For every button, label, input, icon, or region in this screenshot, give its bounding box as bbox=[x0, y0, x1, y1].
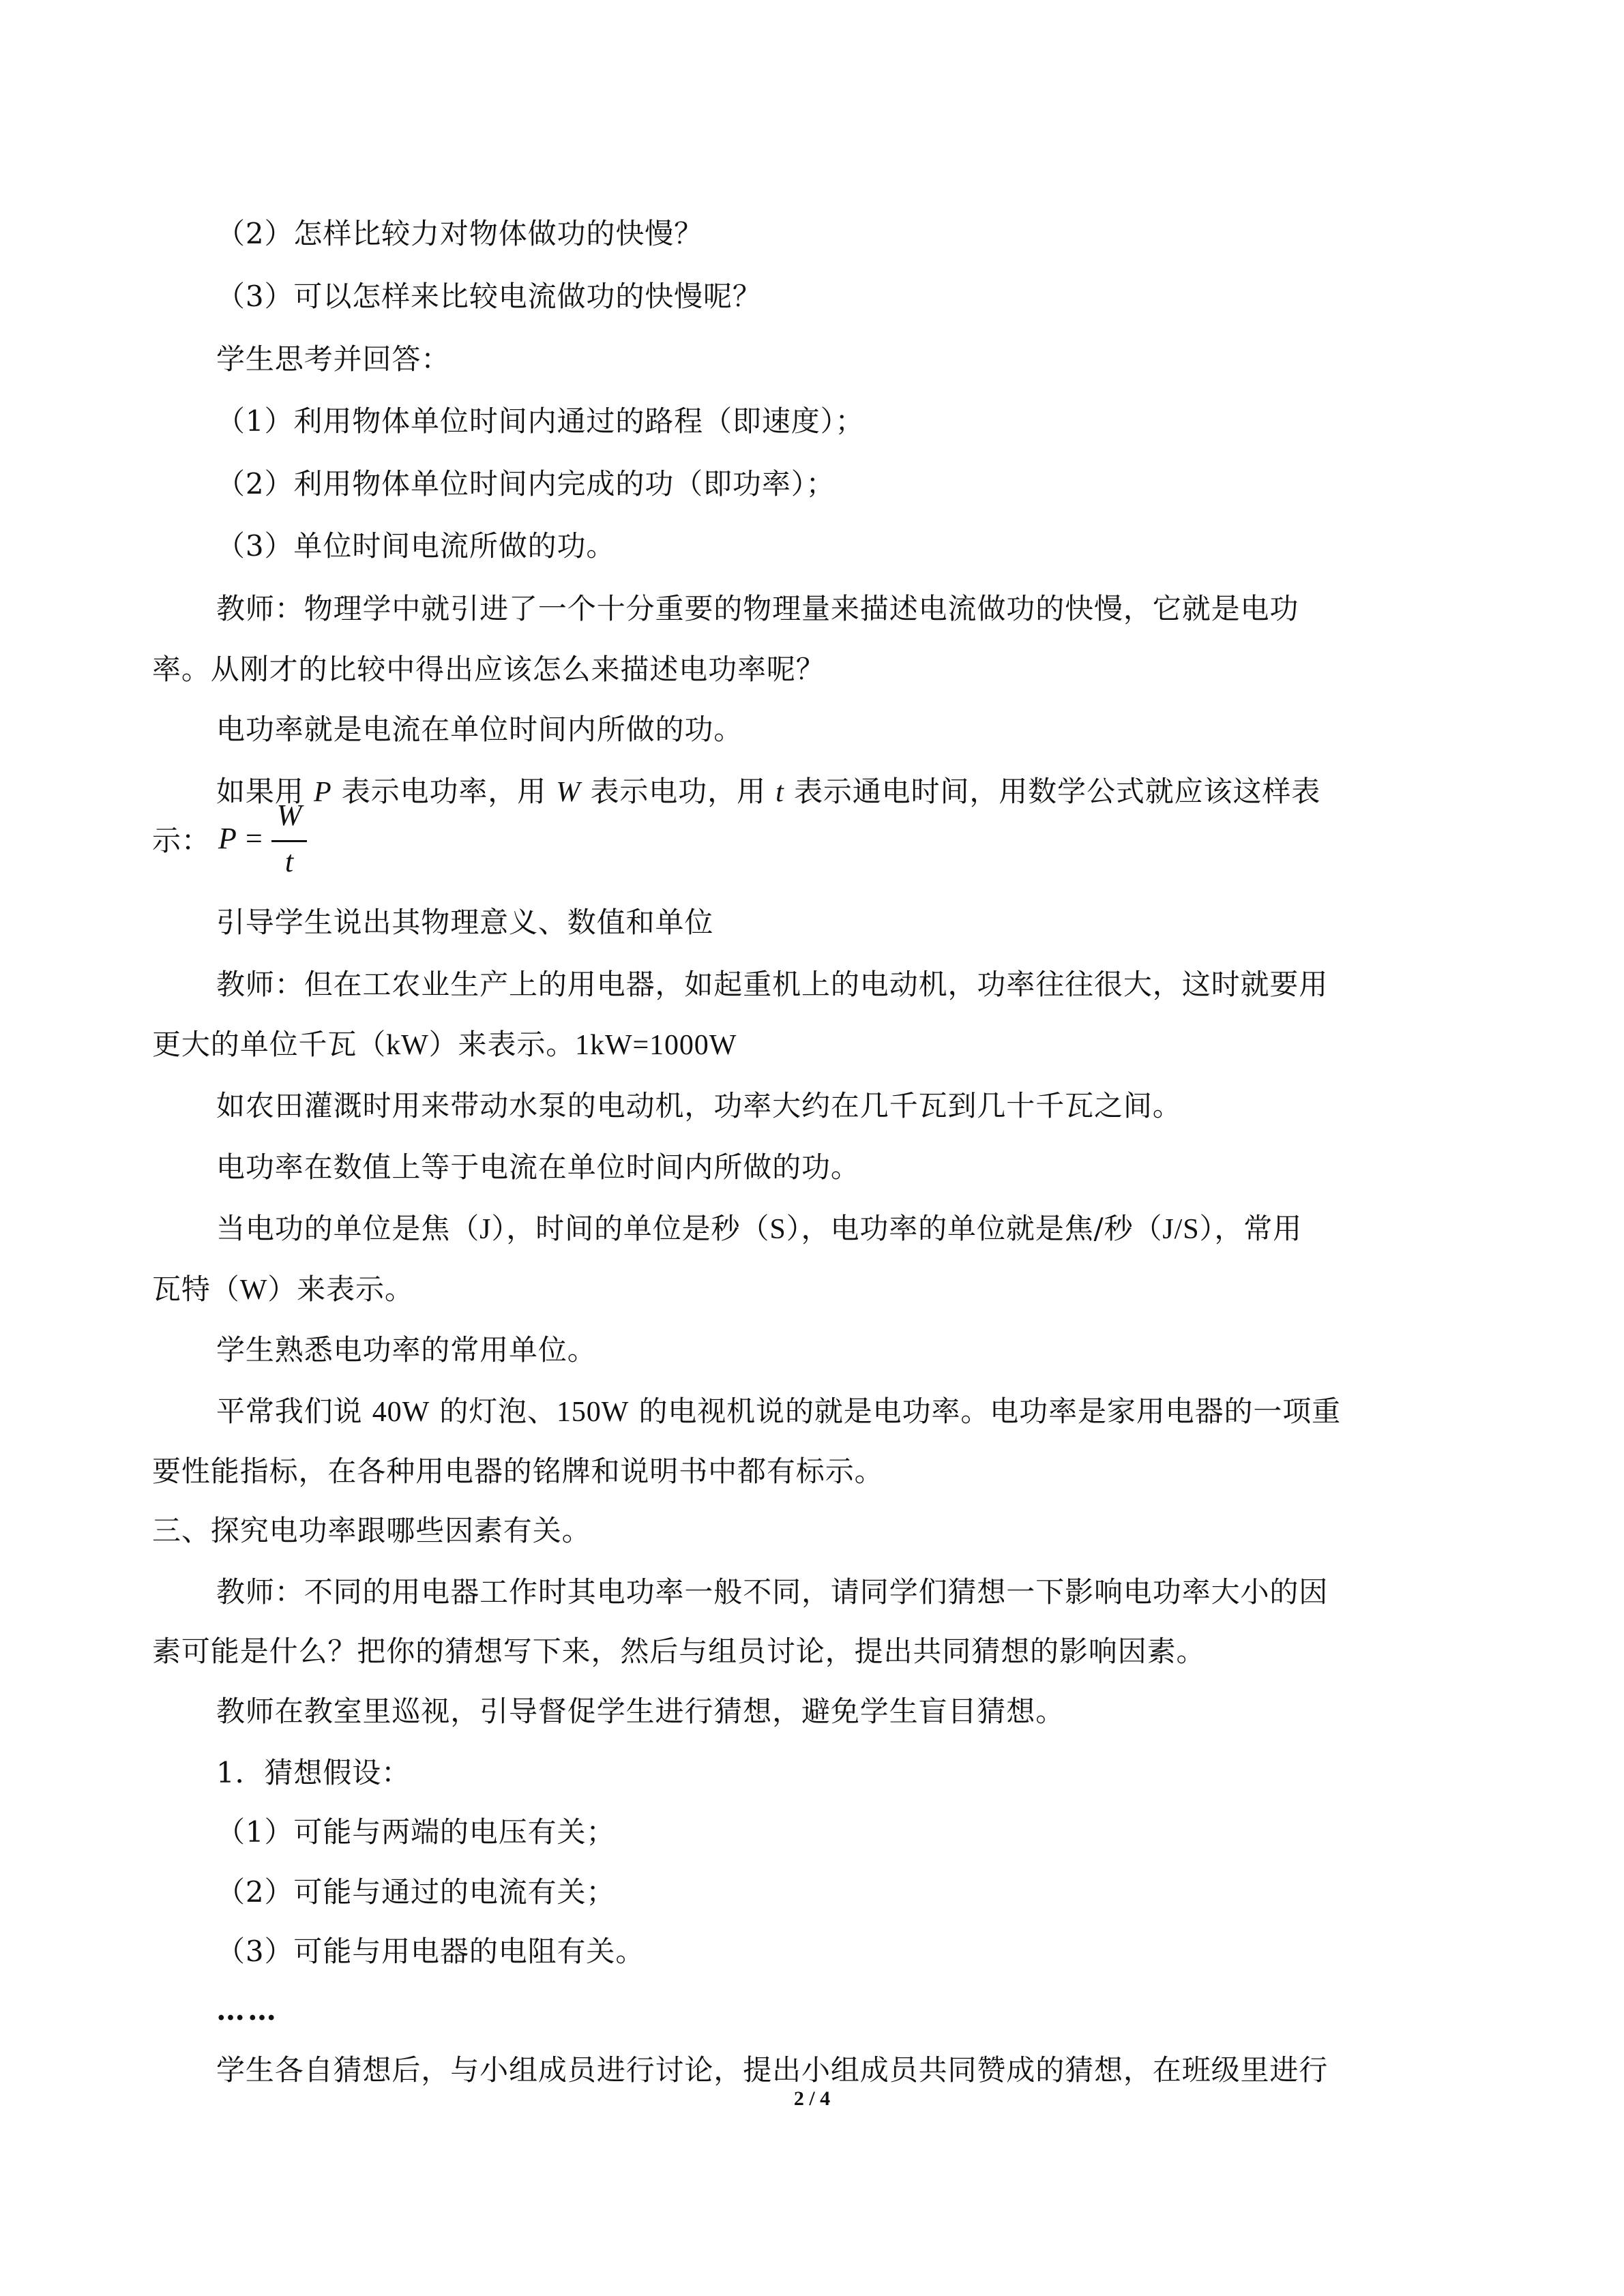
formula-numerator: W bbox=[276, 799, 302, 832]
hypothesis-2: （2）可能与通过的电流有关； bbox=[216, 1875, 616, 1909]
formula-denominator: t bbox=[284, 845, 294, 878]
numeric-definition: 电功率在数值上等于电流在单位时间内所做的功。 bbox=[216, 1150, 860, 1184]
example-line-2: 要性能指标，在各种用电器的铭牌和说明书中都有标示。 bbox=[152, 1455, 884, 1488]
question-2: （2）怎样比较力对物体做功的快慢？ bbox=[216, 217, 704, 250]
section-heading-3: 三、探究电功率跟哪些因素有关。 bbox=[152, 1514, 591, 1547]
fraction-bar bbox=[271, 840, 307, 842]
teacher-guess-line-2: 素可能是什么？把你的猜想写下来，然后与组员讨论，提出共同猜想的影响因素。 bbox=[152, 1635, 1206, 1668]
teacher-kw-line-1: 教师：但在工农业生产上的用电器，如起重机上的电动机，功率往往很大，这时就要用 bbox=[216, 968, 1329, 1001]
unit-line-2: 瓦特（W）来表示。 bbox=[152, 1272, 414, 1306]
teacher-patrol-line: 教师在教室里巡视，引导督促学生进行猜想，避免学生盲目猜想。 bbox=[216, 1695, 1065, 1728]
students-units-line: 学生熟悉电功率的常用单位。 bbox=[216, 1333, 597, 1367]
teacher-paragraph-line-2: 率。从刚才的比较中得出应该怎么来描述电功率呢？ bbox=[152, 653, 825, 686]
formula-prefix: 示： bbox=[152, 824, 211, 857]
answer-1: （1）利用物体单位时间内通过的路程（即速度）； bbox=[216, 404, 865, 438]
definition-line: 电功率就是电流在单位时间内所做的功。 bbox=[216, 713, 743, 746]
answer-2: （2）利用物体单位时间内完成的功（即功率）； bbox=[216, 467, 836, 501]
discussion-line: 学生各自猜想后，与小组成员进行讨论，提出小组成员共同赞成的猜想，在班级里进行 bbox=[216, 2053, 1329, 2087]
students-answer-intro: 学生思考并回答： bbox=[216, 342, 451, 376]
hypothesis-1: （1）可能与两端的电压有关； bbox=[216, 1815, 616, 1849]
example-line-1: 平常我们说 40W 的灯泡、150W 的电视机说的就是电功率。电功率是家用电器的一项重 bbox=[216, 1395, 1342, 1428]
teacher-guess-line-1: 教师：不同的用电器工作时其电功率一般不同，请同学们猜想一下影响电功率大小的因 bbox=[216, 1575, 1329, 1609]
unit-line-1: 当电功的单位是焦（J），时间的单位是秒（S），电功率的单位就是焦/秒（J/S），常用 bbox=[216, 1212, 1303, 1245]
teacher-kw-line-2: 更大的单位千瓦（kW）来表示。1kW=1000W bbox=[152, 1028, 737, 1061]
guide-line: 引导学生说出其物理意义、数值和单位 bbox=[216, 906, 714, 939]
formula-lhs: P = bbox=[218, 822, 264, 855]
question-3: （3）可以怎样来比较电流做功的快慢呢？ bbox=[216, 280, 762, 313]
answer-3: （3）单位时间电流所做的功。 bbox=[216, 529, 616, 563]
ellipsis: …… bbox=[216, 1993, 279, 2027]
page-number: 2 / 4 bbox=[793, 2087, 831, 2110]
hypothesis-3: （3）可能与用电器的电阻有关。 bbox=[216, 1935, 645, 1968]
irrigation-example: 如农田灌溉时用来带动水泵的电动机，功率大约在几千瓦到几十千瓦之间。 bbox=[216, 1089, 1182, 1122]
hypothesis-heading: 1．猜想假设： bbox=[216, 1756, 411, 1789]
formula-intro-line: 如果用 P 表示电功率，用 W 表示电功，用 t 表示通电时间，用数学公式就应该这样表 bbox=[216, 775, 1321, 808]
teacher-paragraph-line-1: 教师：物理学中就引进了一个十分重要的物理量来描述电流做功的快慢，它就是电功 bbox=[216, 592, 1299, 625]
